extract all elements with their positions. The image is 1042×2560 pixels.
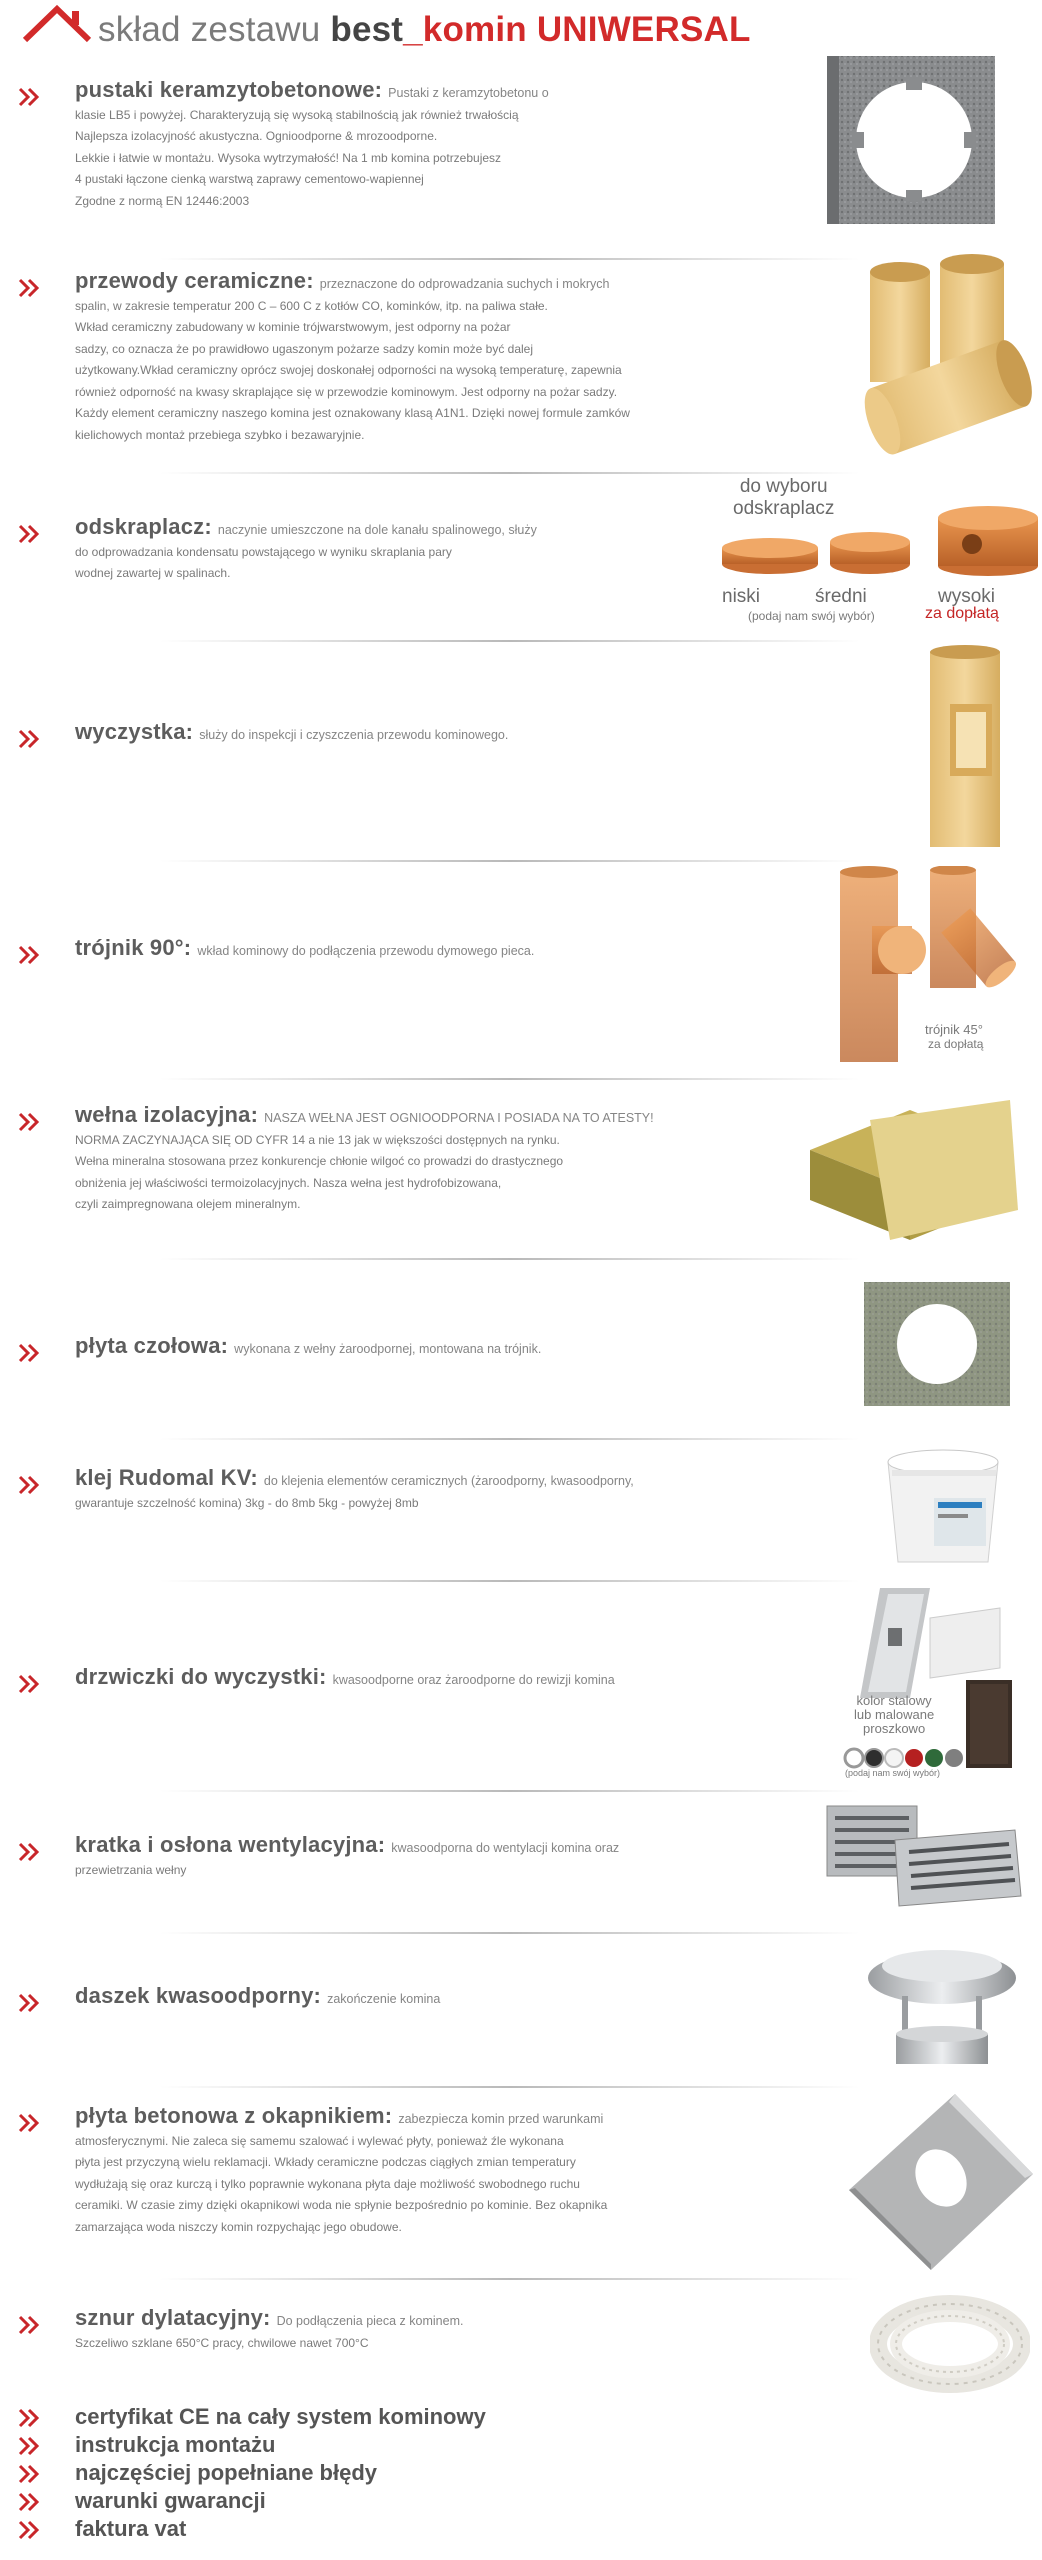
- title-brand-sep: _komin: [403, 10, 527, 49]
- section-text: wyczystka: służy do inspekcji i czyszczenia przewodu kominowego.: [75, 719, 509, 744]
- double-chevron-icon: [18, 1673, 44, 1695]
- double-chevron-icon: [18, 2407, 44, 2429]
- section-heading: trójnik 90°:: [75, 935, 192, 960]
- caption-extra-charge: za dopłatą: [928, 1037, 984, 1051]
- caption-high: wysoki: [938, 586, 996, 607]
- roof-logo-icon: [22, 4, 92, 44]
- section-text: pustaki keramzytobetonowe: Pustaki z keramzytobetonu o klasie LB5 i powyżej. Charakteryzują się wysoką stabilnością jak również trwałością Najlepsza izolacyjność akustyczna. Ognioodporne & mrozoodporne. Lekkie i łatwie w montażu. Wysoka wytrzymałość! Na 1 mb komina potrzebujesz 4 pustaki łączone cienką warstwą zaprawy cementowo-wapiennej Zgodne z normą EN 12446:2003: [75, 77, 549, 208]
- chimney-cap-image: [862, 1938, 1022, 2078]
- section-front-plate: [0, 1270, 1042, 1440]
- divider: [160, 1932, 860, 1934]
- double-chevron-icon: [18, 1992, 44, 2014]
- double-chevron-icon: [18, 523, 44, 545]
- caption-low: niski: [722, 586, 761, 607]
- divider: [160, 1580, 860, 1582]
- section-heading: klej Rudomal KV:: [75, 1465, 258, 1490]
- front-plate-image: [862, 1280, 1012, 1410]
- door-color-caption: kolor stalowy lub malowane proszkowo: [854, 1693, 935, 1736]
- divider: [160, 1790, 860, 1792]
- section-heading: kratka i osłona wentylacyjna:: [75, 1832, 386, 1857]
- section-heading: wełna izolacyjna:: [75, 1102, 259, 1127]
- title-brand: best: [330, 10, 404, 49]
- section-text: odskraplacz: naczynie umieszczone na dole kanału spalinowego, służy do odprowadzania kondensatu powstającego w wyniku skraplania pary wodnej zawartej w spalinach.: [75, 514, 537, 580]
- section-heading: wyczystka:: [75, 719, 194, 744]
- divider: [160, 2086, 860, 2088]
- double-chevron-icon: [18, 1841, 44, 1863]
- section-chimney-cap: [0, 1936, 1042, 2086]
- double-chevron-icon: [18, 2435, 44, 2457]
- section-text: daszek kwasoodporny: zakończenie komina: [75, 1983, 441, 2008]
- caption-note: (podaj nam swój wybór): [748, 609, 875, 623]
- section-adhesive: [0, 1440, 1042, 1580]
- section-text: płyta betonowa z okapnikiem: zabezpiecza komin przed warunkami atmosferycznymi. Nie zaleca się samemu szalować i wylewać płyty, ponieważ źle wykonana płyta jest przyczyną wielu reklamacji. Wkłady ceramiczne podczas ciągłych zmian temperatury wydłużają się oraz kurczą i tylko poprawnie wykonana płyta daje możliwość swobodnego ruchu ceramiki. W czasie zimy dzięki okapnikowi woda nie spłynie bezpośrednio po kominie. Bez okapnika zamarzająca woda niszczy komin rozpychając jego obudowe.: [75, 2103, 608, 2234]
- section-heading: odskraplacz:: [75, 514, 212, 539]
- title-suffix: UNIWERSAL: [536, 10, 751, 49]
- adhesive-bucket-image: [878, 1440, 1008, 1570]
- section-heading: przewody ceramiczne:: [75, 268, 314, 293]
- section-text: przewody ceramiczne: przeznaczone do odprowadzania suchych i mokrych spalin, w zakresie temperatur 200 C – 600 C z kotłów CO, kominków, itp. na paliwa stałe. Wkład ceramiczny zabudowany w kominie trójwarstwowym, jest odporny na pożar sadzy, co oznacza że po prawidłowo ugaszonym pożarze sadzy komin może być dalej użytkowany.Wkład ceramiczny oprócz swojej doskonałej odporności na wysoką temperaturę, zapewnia również odporność na kwasy skraplające się w przewodzie kominowym. Jest odporny na pożar sadzy. Każdy element ceramiczny naszego komina jest oznakowany klasą A1N1. Dzięki nowej formule zamków kielichowych montaż przebiega szybko i bezawaryjnie.: [75, 268, 630, 442]
- section-text: klej Rudomal KV: do klejenia elementów ceramicznych (żaroodporny, kwasoodporny, gwarantuje szczelność komina) 3kg - do 8mb 5kg - powyżej 8mb: [75, 1465, 634, 1510]
- double-chevron-icon: [18, 1111, 44, 1133]
- section-heading: drzwiczki do wyczystki:: [75, 1664, 327, 1689]
- section-heading: płyta betonowa z okapnikiem:: [75, 2103, 393, 2128]
- section-tee: [0, 866, 1042, 1076]
- divider: [160, 1258, 860, 1260]
- wool-panel-image: [800, 1090, 1030, 1260]
- double-chevron-icon: [18, 277, 44, 299]
- double-chevron-icon: [18, 2519, 44, 2541]
- section-vent-grille: [0, 1800, 1042, 1940]
- section-cleanout: [0, 644, 1042, 859]
- hollow-block-image: [822, 48, 1000, 228]
- caption-note: (podaj nam swój wybór): [845, 1768, 941, 1778]
- page-title: [98, 10, 751, 50]
- section-concrete-slab: [0, 2092, 1042, 2272]
- vent-grille-image: [825, 1800, 1025, 1910]
- divider: [160, 640, 860, 642]
- double-chevron-icon: [18, 2314, 44, 2336]
- double-chevron-icon: [18, 2463, 44, 2485]
- cleanout-door-image: [840, 1588, 1040, 1778]
- title-prefix: skład zestawu: [98, 10, 321, 49]
- section-insulation: [0, 1090, 1042, 1270]
- double-chevron-icon: [18, 944, 44, 966]
- section-text: drzwiczki do wyczystki: kwasoodporne oraz żaroodporne do rewizji komina: [75, 1664, 615, 1689]
- section-heading: płyta czołowa:: [75, 1333, 229, 1358]
- section-text: trójnik 90°: wkład kominowy do podłączenia przewodu dymowego pieca.: [75, 935, 535, 960]
- double-chevron-icon: [18, 2491, 44, 2513]
- section-heading: sznur dylatacyjny:: [75, 2305, 271, 2330]
- section-condensate-trap: [0, 476, 1042, 636]
- section-hollow-blocks: [0, 60, 1042, 250]
- section-cleanout-door: [0, 1588, 1042, 1778]
- concrete-slab-image: [845, 2092, 1035, 2272]
- sealing-rope-image: [870, 2288, 1030, 2398]
- choose-caption: do wyboru odskraplacz: [733, 476, 835, 519]
- section-text: kratka i osłona wentylacyjna: kwasoodporna do wentylacji komina oraz przewietrzania wełny: [75, 1832, 620, 1877]
- section-text: wełna izolacyjna: NASZA WEŁNA JEST OGNIOODPORNA I POSIADA NA TO ATESTY! NORMA ZACZYNAJĄCA SIĘ OD CYFR 14 a nie 13 jak w większości dostępnych na rynku. Wełna mineralna stosowana przez konkurencje chłonie wilgoć co prowadzi do drastycznego obniżenia jej właściwości termoizolacyjnych. Nasza wełna jest hydrofobizowana, czyli zaimpregnowana olejem mineralnym.: [75, 1102, 654, 1211]
- section-heading: pustaki keramzytobetonowe:: [75, 77, 383, 102]
- double-chevron-icon: [18, 1474, 44, 1496]
- divider: [160, 1078, 860, 1080]
- caption-mid: średni: [815, 586, 867, 607]
- double-chevron-icon: [18, 1342, 44, 1364]
- double-chevron-icon: [18, 2112, 44, 2134]
- divider: [160, 472, 860, 474]
- double-chevron-icon: [18, 86, 44, 108]
- section-text: płyta czołowa: wykonana z wełny żaroodpornej, montowana na trójnik.: [75, 1333, 542, 1358]
- page-header: [22, 4, 782, 54]
- caption-tee-45: trójnik 45°: [925, 1022, 983, 1037]
- section-heading: daszek kwasoodporny:: [75, 1983, 322, 2008]
- double-chevron-icon: [18, 728, 44, 750]
- caption-extra-charge: za dopłatą: [925, 605, 999, 622]
- section-ceramic-flues: [0, 262, 1042, 472]
- condensate-trap-image: [720, 496, 1040, 596]
- divider: [160, 860, 860, 862]
- section-sealing-rope: [0, 2286, 1042, 2400]
- divider: [160, 258, 860, 260]
- divider: [160, 2278, 860, 2280]
- cleanout-pipe-image: [920, 644, 1010, 854]
- section-text: sznur dylatacyjny: Do podłączenia pieca z kominem. Szczeliwo szklane 650°C pracy, chwilowe nawet 700°C: [75, 2305, 464, 2350]
- ceramic-flue-image: [840, 252, 1040, 457]
